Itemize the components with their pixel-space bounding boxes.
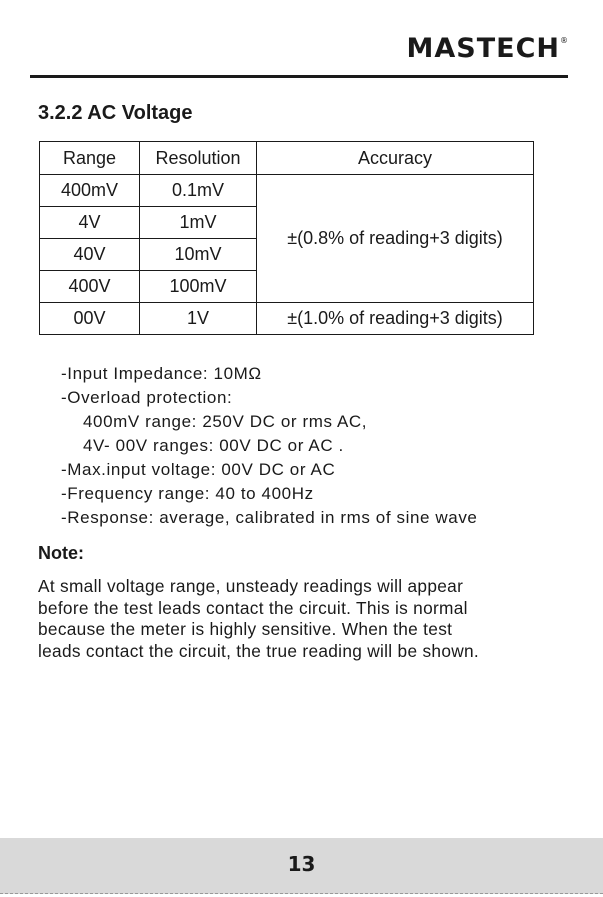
page-number: 13 [287,852,316,876]
range-cell: 400mV [40,175,140,207]
range-cell: 400V [40,271,140,303]
note-body [38,576,568,662]
header-accuracy: Accuracy [257,142,534,175]
range-cell: 4V [40,207,140,239]
table-row [40,175,534,207]
bullet-line: -Response: average, calibrated in rms of sine wave [61,508,478,527]
resolution-cell: 1mV [140,207,257,239]
header-resolution: Resolution [140,142,257,175]
note-heading: Note: [38,543,84,563]
note-line: leads contact the circuit, the true reading will be shown. [38,640,480,661]
note-line: At small voltage range, unsteady readings will appear [38,576,464,596]
spec-table [39,141,534,335]
bullet-line: -Frequency range: 40 to 400Hz [61,484,314,503]
bullet-subline: 4V- 00V ranges: 00V DC or AC . [83,436,344,455]
header-rule [30,75,568,78]
range-cell: 40V [40,239,140,271]
resolution-cell: 10mV [140,239,257,271]
resolution-cell: 1V [140,303,257,335]
note-line: because the meter is highly sensitive. When the test [38,619,453,639]
bullet-subline: 400mV range: 250V DC or rms AC, [83,412,368,431]
spec-bullets [61,362,477,530]
table-row [40,303,534,335]
accuracy-cell: ±(0.8% of reading+3 digits) [257,175,534,303]
table-header-row [40,142,534,175]
bullet-line: -Max.input voltage: 00V DC or AC [61,460,336,479]
resolution-cell: 0.1mV [140,175,257,207]
section-title: 3.2.2 AC Voltage [38,102,193,124]
page-footer [0,838,603,894]
brand-name: MASTECH [406,33,560,64]
header-range: Range [40,142,140,175]
brand-logo [407,33,569,64]
registered-mark: ® [560,36,569,45]
note-line: before the test leads contact the circuit. This is normal [38,597,468,618]
bullet-line: -Overload protection: [61,388,233,407]
bullet-line: -Input Impedance: 10MΩ [61,364,262,383]
range-cell: 00V [40,303,140,335]
resolution-cell: 100mV [140,271,257,303]
accuracy-cell: ±(1.0% of reading+3 digits) [257,303,534,335]
